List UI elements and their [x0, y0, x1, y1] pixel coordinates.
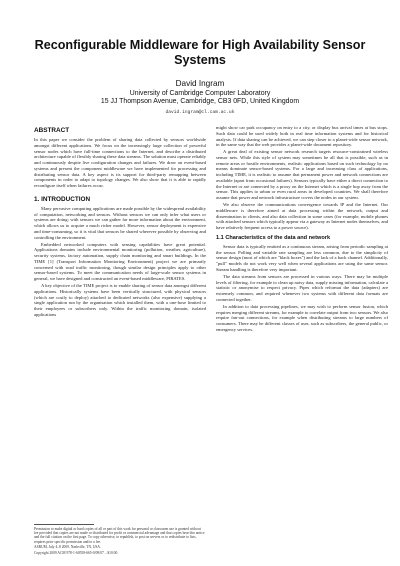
affiliation-line: University of Cambridge Computer Laboratory: [129, 90, 271, 97]
affiliation-address: 15 JJ Thompson Avenue, Cambridge, CB3 0FD, United Kingdom: [100, 98, 300, 106]
author-name: David Ingram: [175, 79, 225, 88]
intro-paragraph: Many pervasive computing applications are made possible by the widespread availability of computation, networking and sensors. Without sensors we can only infer what users or systems are doing; with sensors we can gather far more information about the environment, which allows us to acquire a much richer model. However, sensor deployment is expensive and time-consuming, so it is vital that sensors be shared wherever possible by observing and controlling the environment.: [34, 205, 206, 240]
intro-paragraph: A key objective of the TIME project is to enable sharing of sensor data amongst different applications. Historically systems have been vertically structured, with physical sensors (which are costly to deploy) attached to dedicated networks (also expensive) supplying a single application run by the organisation which installed them, with a one-hose limited to their employees or subscribers only. Within the traffic monitoring domain, isolated applications: [34, 283, 206, 317]
intro-heading: 1. INTRODUCTION: [34, 195, 91, 203]
body-paragraph: might show car park occupancy on entry to a city, or display bus arrival times at bus stops. Such data could be used widely both in real time information systems and for historical analysis. If data sharing can be achieved, we can step closer to a planet-wide sensor network, in the same way that the web provides a planet-wide document repository.: [216, 125, 388, 148]
abstract-text: In this paper we consider the problem of sharing data collected by sensors worldwide amongst different applications. We focus on the increasingly large collection of powerful sensor nodes which have full-time connections to the Internet, and describe a distributed architecture capable of flexibly sharing these data streams. The solution must operate reliably and continuously despite live configuration changes and failures. We draw on event-based systems and present the component middleware we have implemented for processing and distributing sensor data. A key aspect is its support for third-party remapping between components in order to adapt to topology changes. We also show that it is able to rapidly reconfigure itself when failures occur.: [34, 137, 206, 188]
paper-title: Reconfigurable Middleware for High Availability Sensor Systems: [34, 38, 366, 67]
body-paragraph: A great deal of existing sensor network research targets resource-constrained wireless sensor nets. While this style of system may sometimes be all that is possible, such as in remote areas or hostile environments, realistic applications based on such technology by no means dominate sensor-based systems. For a large and increasing class of applications, including TIME, it is realistic to assume that permanent power and network connections are available (apart from occasional failures). Sensors typically have either a direct connection to the Internet or are connected by a proxy on the Internet which is a single hop away from the sensor. This applies to urban or even rural areas in developed countries. We shall therefore assume that power and network infrastructure covers the nodes in our system.: [216, 149, 388, 201]
author-affiliation: [20, 90, 380, 107]
right-column: [216, 125, 388, 545]
permission-notice: [34, 524, 206, 556]
copyright-line: Copyright 2009 ACM 978-1-60558-665-0/09/07 ...$10.00.: [34, 550, 119, 555]
subsection-heading: 1.1 Characteristics of the data and network: [216, 234, 331, 241]
body-paragraph: The data streams from sensors are processed in various ways. There may be multiple levels of filtering, for example to clean up noisy data, supply missing information, calculate a statistic or anonymise to respect privacy. Pipes which reformat the data (adapters) are extremely common, and required whenever two systems with different data formats are connected together.: [216, 273, 388, 302]
footnote-rule: [34, 524, 94, 525]
intro-paragraph: Embedded networked computers with sensing capabilities have great potential. Applications domains include environmental monitoring (pollution, weather, agriculture), security systems, factory automation, supply chain monitoring and smart buildings. In the TIME [1] (Transport Information Monitoring Environment) project we are primarily concerned with road traffic monitoring, though similar design principles apply to other sensor-based systems. To meet the communication needs of large-scale sensor systems in general, we have designed and constructed an event-based middleware, PIRATES.: [34, 241, 206, 282]
author-email: david.ingram@cl.cam.ac.uk: [165, 110, 235, 115]
left-column: [34, 125, 206, 545]
body-paragraph: In addition to data processing pipelines, we may wish to perform sensor fusion, which requires merging different streams, for example to correlate output from two sensors. We also require fan-out connections, for example when distributing streams to large numbers of consumers. There may be different classes of user, such as subscribers, the general public, or emergency services.: [216, 303, 388, 332]
venue-line: ASRUM, July 4–8 2009, Nashville, TN, USA.: [34, 545, 101, 550]
permission-text: Permission to make digital or hard copies of all or part of this work for personal or classroom use is granted without fee provided that copies are not made or distributed for profit or commercial advantage and that copies bear this notice and the full citation on the first page. To copy otherwise, to republish, to post on servers or to redistribute to lists, requires prior specific permission and/or a fee.: [34, 526, 205, 544]
abstract-heading: ABSTRACT: [34, 127, 70, 134]
body-paragraph: We also observe the communications convergence towards IP and the Internet. Our middleware is therefore aimed at data processing within the network, output and dissemination to clients, and also data collection in some cases (for example, mobile phones with attached sensors which typically appear via a gateway as Internet nodes themselves, and have relatively frequent access to a power source).: [216, 202, 388, 231]
body-paragraph: Sensor data is typically emitted as a continuous stream, arising from periodic sampling at the sensor. Polling and variable rate sampling are less common, due to the simplicity of sensor design (most of which are "black boxes") and the lack of a back channel. Additionally, "pull" models do not work very well when several applications are using the same sensor. Stream handling is therefore very important.: [216, 243, 388, 272]
